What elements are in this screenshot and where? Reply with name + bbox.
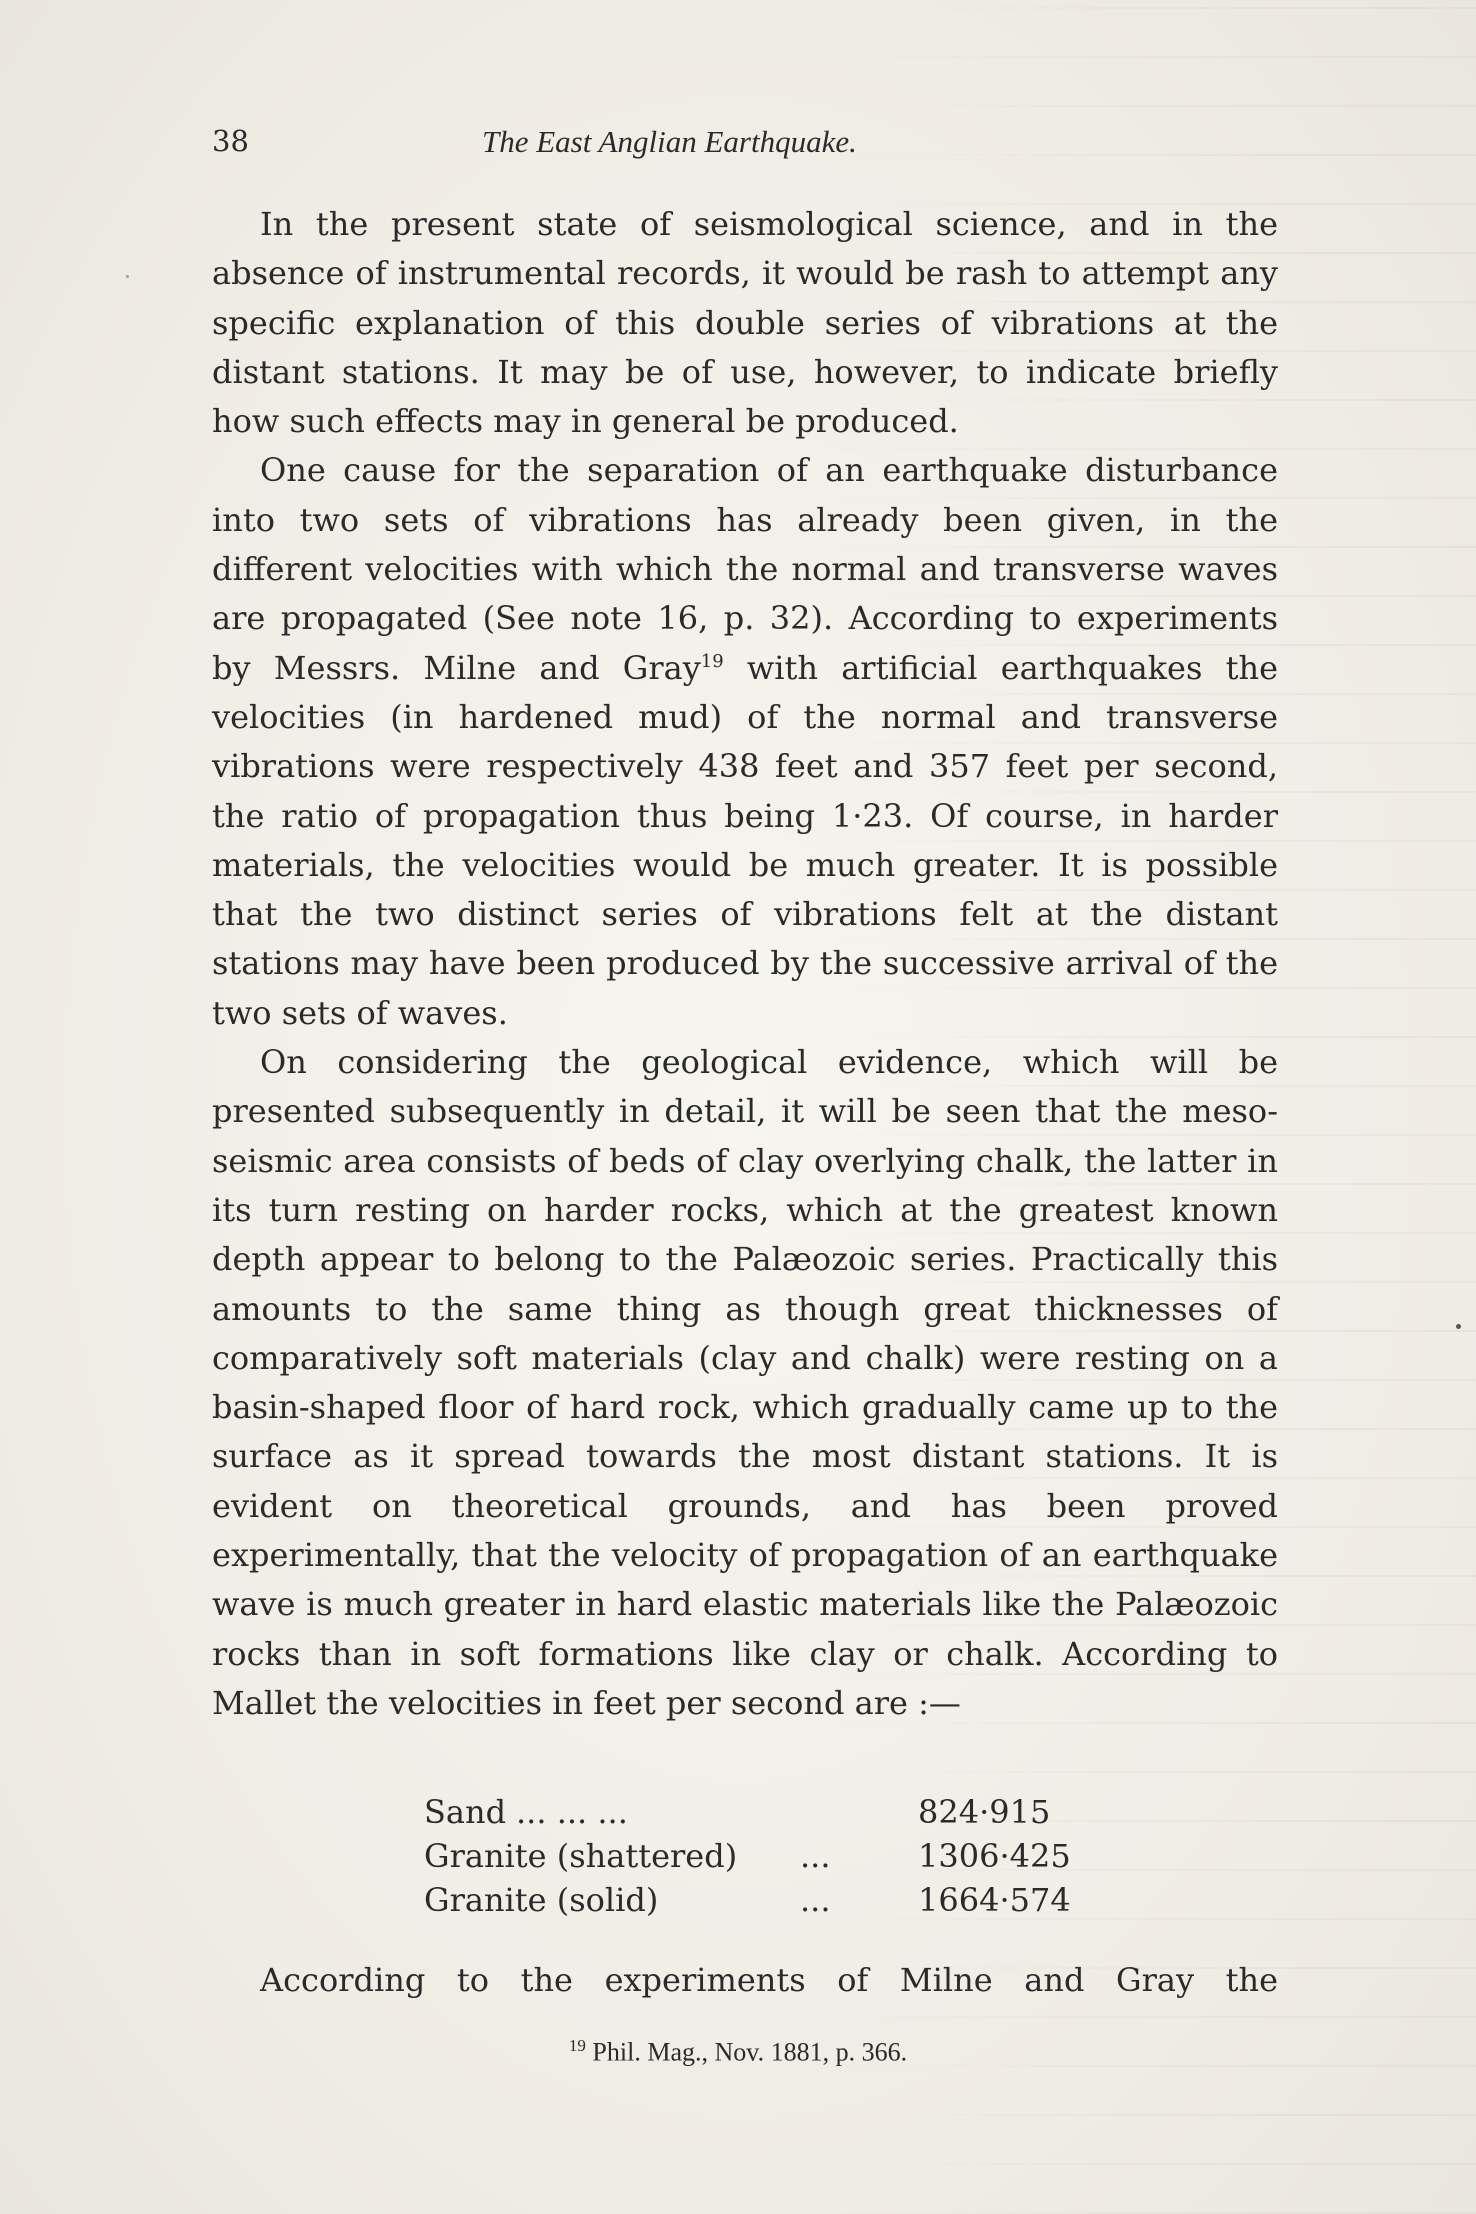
footnote-reference: 19 (700, 650, 724, 672)
paragraph-2 (212, 446, 1278, 1038)
paragraph-2-part-b: with artificial earthquakes the velocities (in hardened mud) of the normal and transverse vibrations were respectively 438 feet and 357 feet per second, the ratio of propagation thus being 1·23. Of course, in harder materials, the velocities would be much greater. It is possible that the two distinct series of vibrations felt at the distant stations may have been produced by the successive arrival of the two sets of waves. (212, 648, 1279, 1032)
velocity-value: 824·915 (918, 1793, 1051, 1831)
leader-dots: ... (800, 1837, 831, 1875)
material-name: Granite (shattered) (424, 1837, 738, 1875)
page-header (212, 124, 1278, 168)
table-row (424, 1790, 1084, 1834)
paragraph-3: On considering the geological evidence, which will be presented subsequently in detail, it will be seen that the meso-seismic area consists of beds of clay overlying chalk, the latter in its turn resting on harder rocks, which at the greatest known depth appear to belong to the Palæozoic series. Practically this amounts to the same thing as though great thicknesses of comparatively soft materials (clay and chalk) were resting on a basin-shaped floor of hard rock, which gradually came up to the surface as it spread towards the most distant stations. It is evident on theoretical grounds, and has been proved experimentally, that the velocity of propagation of an earthquake wave is much greater in hard elastic materials like the Palæozoic rocks than in soft formations like clay or chalk. According to Mallet the velocities in feet per second are :— (212, 1043, 1278, 1722)
footnote-text: Phil. Mag., Nov. 1881, p. 366. (585, 2037, 908, 2067)
page-number: 38 (212, 124, 249, 158)
velocity-value: 1306·425 (918, 1837, 1071, 1875)
body-text (212, 200, 1278, 1728)
table-row (424, 1834, 1084, 1878)
paragraph-2-part-a: One cause for the separation of an earthquake disturbance into two sets of vibrations has already been given, in the different velocities with which the normal and transverse waves are propagated (See note 16, p. 32). According to experiments by Messrs. Milne and Gray (212, 451, 1278, 687)
footnote-number: 19 (568, 2036, 586, 2055)
leader-dots: ... (800, 1881, 831, 1919)
paper-speck (1456, 1324, 1461, 1329)
material-name: Granite (solid) (424, 1881, 659, 1919)
paper-speck (126, 275, 129, 278)
footnote (0, 2036, 1476, 2068)
material-name: Sand (424, 1793, 507, 1831)
paragraph-1: In the present state of seismological science, and in the absence of instrumental records, it would be rash to attempt any specific explanation of this double series of vibrations at the distant stations. It may be of use, however, to indicate briefly how such effects may in general be produced. (212, 205, 1278, 441)
velocity-value: 1664·574 (918, 1881, 1071, 1919)
continuing-line: According to the experiments of Milne and Gray the (260, 1961, 1278, 1999)
leader-dots: ... ... ... (516, 1793, 628, 1831)
velocity-table (424, 1790, 1084, 1922)
table-row (424, 1878, 1084, 1922)
running-title: The East Anglian Earthquake. (482, 124, 857, 159)
